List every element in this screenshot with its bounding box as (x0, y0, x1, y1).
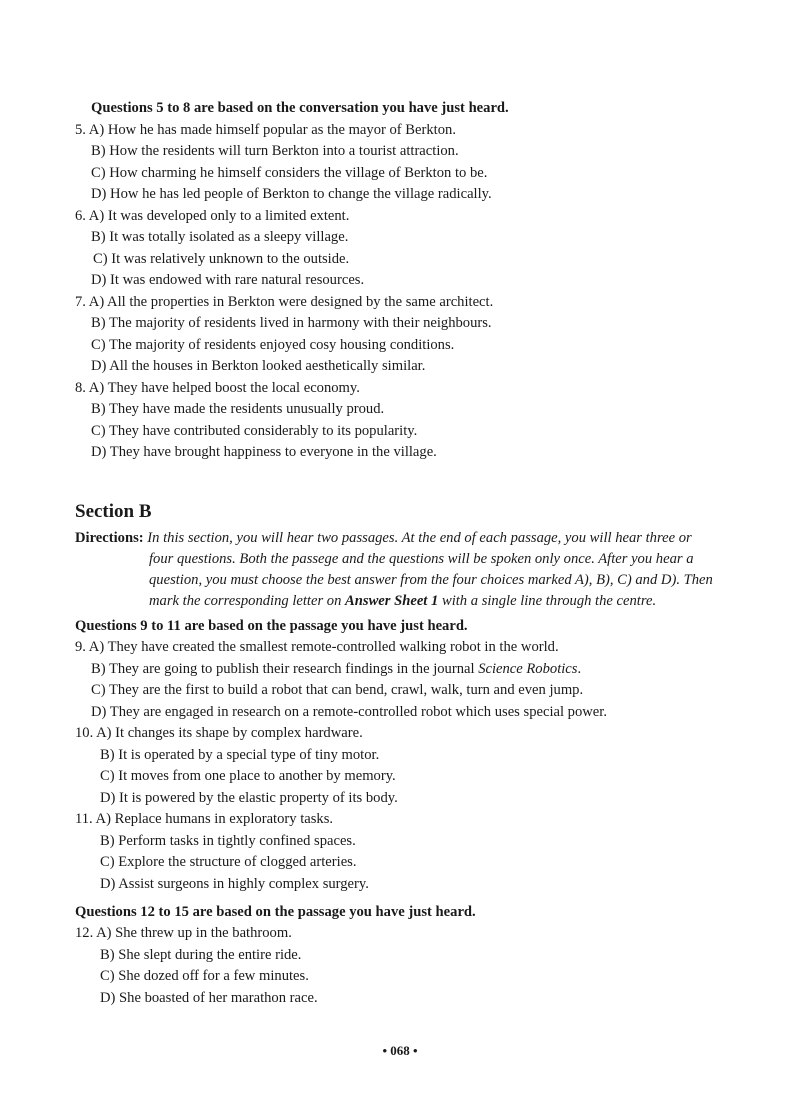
journal-name: Science Robotics (478, 661, 578, 677)
q5-option-a: 5. A) How he has made himself popular as the mayor of Berkton. (75, 122, 456, 138)
q9-option-b (91, 659, 581, 679)
q10-option-b: B) It is operated by a special type of tiny motor. (100, 747, 380, 763)
q5-option-d: D) How he has led people of Berkton to change the village radically. (91, 186, 492, 202)
q11-option-b: B) Perform tasks in tightly confined spaces. (100, 833, 356, 849)
q6-option-d: D) It was endowed with rare natural resources. (91, 272, 365, 288)
q7-option-d: D) All the houses in Berkton looked aesthetically similar. (91, 358, 426, 374)
q5-option-c: C) How charming he himself considers the village of Berkton to be. (91, 165, 488, 181)
q10-option-c: C) It moves from one place to another by memory. (100, 768, 396, 784)
q11-option-d: D) Assist surgeons in highly complex surgery. (100, 876, 369, 892)
q11-option-c: C) Explore the structure of clogged arteries. (100, 854, 357, 870)
page-number: • 068 • (382, 1043, 418, 1058)
group3-heading: Questions 12 to 15 are based on the passage you have just heard. (75, 904, 476, 920)
group1-heading: Questions 5 to 8 are based on the conversation you have just heard. (91, 100, 509, 116)
q7-option-b: B) The majority of residents lived in harmony with their neighbours. (91, 315, 492, 331)
q7-option-c: C) The majority of residents enjoyed cosy housing conditions. (91, 337, 455, 353)
q8-option-a: 8. A) They have helped boost the local economy. (75, 380, 360, 396)
directions-text-1: In this section, you will hear two passages. At the end of each passage, you will hear three or (147, 530, 692, 546)
q12-option-b: B) She slept during the entire ride. (100, 947, 302, 963)
q9-option-b-post: . (577, 661, 582, 677)
q8-option-c: C) They have contributed considerably to its popularity. (91, 423, 418, 439)
q5-option-b: B) How the residents will turn Berkton into a tourist attraction. (91, 143, 459, 159)
directions-line-1 (75, 528, 692, 548)
q8-option-b: B) They have made the residents unusually proud. (91, 401, 385, 417)
q9-option-d: D) They are engaged in research on a remote-controlled robot which uses special power. (91, 704, 607, 720)
group2-heading: Questions 9 to 11 are based on the passage you have just heard. (75, 618, 468, 634)
directions-label: Directions: (75, 530, 144, 546)
directions-line-3: question, you must choose the best answer from the four choices marked A), B), C) and D). Then (149, 572, 713, 588)
q12-option-d: D) She boasted of her marathon race. (100, 990, 318, 1006)
q7-option-a: 7. A) All the properties in Berkton were designed by the same architect. (75, 294, 494, 310)
q6-option-b: B) It was totally isolated as a sleepy village. (91, 229, 349, 245)
q9-option-c: C) They are the first to build a robot that can bend, crawl, walk, turn and even jump. (91, 682, 584, 698)
directions-text-4-post: with a single line through the centre. (438, 593, 657, 609)
q6-option-a: 6. A) It was developed only to a limited extent. (75, 208, 350, 224)
q11-option-a: 11. A) Replace humans in exploratory tasks. (75, 811, 334, 827)
q12-option-c: C) She dozed off for a few minutes. (100, 968, 309, 984)
q9-option-a: 9. A) They have created the smallest remote-controlled walking robot in the world. (75, 639, 559, 655)
directions-text-4-pre: mark the corresponding letter on (149, 593, 346, 609)
q10-option-a: 10. A) It changes its shape by complex hardware. (75, 725, 363, 741)
section-b-title: Section B (75, 501, 152, 522)
directions-line-2: four questions. Both the passege and the questions will be spoken only once. After you hear a (149, 551, 694, 567)
q9-option-b-pre: B) They are going to publish their research findings in the journal (91, 661, 479, 677)
q6-option-c: C) It was relatively unknown to the outside. (93, 251, 350, 267)
q10-option-d: D) It is powered by the elastic property of its body. (100, 790, 398, 806)
q12-option-a: 12. A) She threw up in the bathroom. (75, 925, 292, 941)
answer-sheet-ref: Answer Sheet 1 (345, 593, 439, 609)
q8-option-d: D) They have brought happiness to everyone in the village. (91, 444, 437, 460)
directions-line-4 (149, 591, 656, 611)
